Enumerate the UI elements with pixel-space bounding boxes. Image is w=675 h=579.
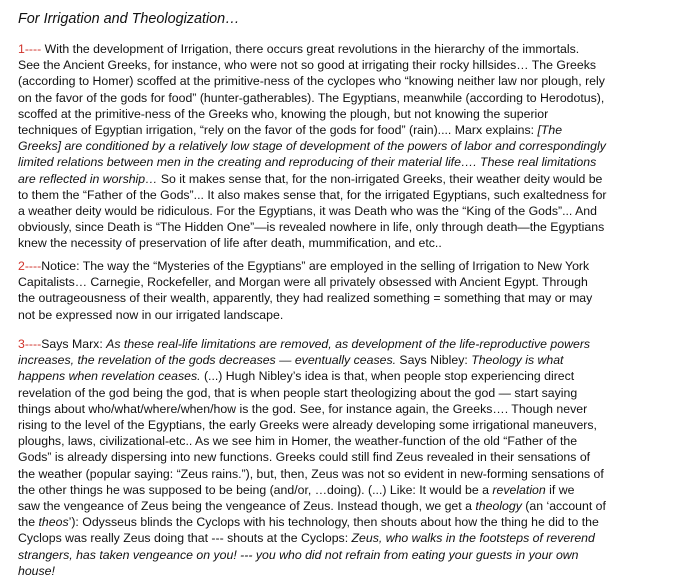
paragraph-number: 1---- — [18, 42, 42, 56]
paragraph-line — [18, 385, 675, 401]
text-run: if we — [545, 482, 575, 497]
paragraph-line — [18, 498, 675, 514]
text-run: ploughs, laws, civilizational-etc.. As we see him in Homer, the weather-function of the old “Father of the — [18, 434, 578, 449]
text-run: Notice: The way the “Mysteries of the Egyptians” are employed in the selling of Irrigation to New York — [41, 259, 590, 273]
text-run: See the Ancient Greeks, for instance, who were not so good at irrigating their rocky hillsides… The Greeks — [18, 58, 597, 73]
paragraph-line — [18, 352, 675, 368]
paragraph-line — [18, 274, 675, 290]
italic-text: Greeks] are conditioned by a relatively low stage of development of the powers of labor and correspondingly — [18, 139, 606, 154]
paragraph-line — [18, 219, 675, 235]
text-run: knew the necessity of preservation of life after death, mummification, and etc.. — [18, 236, 442, 251]
paragraph-2 — [18, 258, 675, 323]
document-title: For Irrigation and Theologization… — [18, 11, 240, 27]
paragraph-line — [18, 466, 675, 482]
paragraph-line — [18, 307, 675, 323]
text-run: not be expressed now in our irrigated landscape. — [18, 307, 284, 322]
text-run: techniques of Egyptian irrigation, “rely on the favor of the gods for food” (rain).... Marx explains: — [18, 123, 538, 138]
italic-text: Theology is what — [471, 353, 564, 368]
text-run: to them the “Father of the Gods”... It also makes sense that, for the irrigated Egyptians, such exaltedness for — [18, 187, 607, 202]
text-run: (according to Homer) scoffed at the primitive-ness of the cyclopes who “knowing neither law nor plough, rely — [18, 74, 605, 89]
italic-text: Zeus, who walks in the footsteps of reverend — [351, 531, 595, 546]
italic-text: increases, the revelation of the gods decreases — eventually ceases. — [18, 353, 397, 368]
text-run: With the development of Irrigation, there occurs great revolutions in the hierarchy of the immortals. — [41, 42, 580, 56]
paragraph-line — [18, 235, 675, 251]
italic-text: strangers, has taken vengeance on you! --- you who did not refrain from eating your guests in your own — [18, 547, 579, 562]
text-run: the weather (popular saying: “Zeus rains.”), but, then, Zeus was not so evident in new-forming sensations of — [18, 466, 604, 481]
text-run: on the favor of the gods for food” (hunter-gatherables). The Egyptians, meanwhile (according to Herodotus), — [18, 90, 605, 105]
text-run: Gods” is already dispersing into new functions. Greeks could still find Zeus revealed in their sensations of — [18, 450, 591, 465]
paragraph-line — [18, 258, 675, 274]
text-run: a weather deity would be ridiculous. For the Egyptians, it was Death who was the “King of the Gods”... And — [18, 204, 597, 219]
italic-text: house! — [18, 563, 55, 578]
italic-text: revelation — [492, 482, 546, 497]
text-run: the — [18, 515, 39, 530]
paragraph-line — [18, 57, 675, 73]
paragraph-line — [18, 138, 675, 154]
paragraph-line — [18, 154, 675, 170]
text-run: the outrageousness of their wealth, apparently, they had realized something = something that may or may — [18, 291, 593, 306]
text-run: revelation of the god being the god, that is when people start theologizing about the god — start saying — [18, 385, 578, 400]
paragraph-line — [18, 106, 675, 122]
paragraph-line — [18, 482, 675, 498]
paragraph-line — [18, 514, 675, 530]
paragraph-line — [18, 171, 675, 187]
paragraph-line — [18, 290, 675, 306]
text-run: saw the vengeance of Zeus being the vengeance of Zeus. Instead though, we get a — [18, 499, 476, 514]
text-run: obviously, since Death is “The Hidden One”—is revealed nowhere in life, only through death—the Egyptians — [18, 220, 605, 235]
italic-text: [The — [537, 123, 563, 138]
paragraph-line — [18, 90, 675, 106]
text-run: (...) Hugh Nibley’s idea is that, when people stop experiencing direct — [200, 369, 575, 384]
paragraph-line — [18, 41, 675, 57]
paragraph-line — [18, 368, 675, 384]
paragraph-number: 3---- — [18, 337, 42, 351]
paragraph-line — [18, 563, 675, 579]
italic-text: happens when revelation ceases. — [18, 369, 201, 384]
paragraph-line — [18, 401, 675, 417]
paragraph-line — [18, 203, 675, 219]
paragraph-1 — [18, 41, 675, 252]
text-run: Cyclops was really Zeus doing that --- shouts at the Cyclops: — [18, 531, 352, 546]
text-run: Capitalists… Carnegie, Rockefeller, and Morgan were all privately obsessed with Ancient Egypt. Through — [18, 275, 588, 290]
text-run: Says Marx: — [41, 337, 107, 351]
paragraph-number: 2---- — [18, 259, 42, 273]
text-run: So it makes sense that, for the non-irrigated Greeks, their weather deity would be — [157, 171, 603, 186]
text-run: things about who/what/where/when/how is the god. See, for instance again, the Greeks…. Though never — [18, 401, 588, 416]
paragraph-line — [18, 449, 675, 465]
text-run: (an ‘account of — [521, 499, 606, 514]
paragraph-line — [18, 547, 675, 563]
paragraph-line — [18, 417, 675, 433]
text-run: ’): Odysseus blinds the Cyclops with his technology, then shouts about how the thing he did to the — [68, 515, 599, 530]
paragraph-line — [18, 530, 675, 546]
italic-text: limited relations between men in the creating and reproducing of their material life…. These real limitations — [18, 155, 597, 170]
italic-text: As these real-life limitations are removed, as development of the life-reproductive powers — [106, 337, 591, 351]
italic-text: theology — [475, 499, 522, 514]
text-run: rising to the level of the Egyptians, the early Greeks were already developing some irrigational maneuvers, — [18, 418, 597, 433]
text-run: the other things he was supposed to be being (and/or, …doing). (...) Like: It would be a — [18, 482, 493, 497]
paragraph-line — [18, 336, 675, 352]
text-run: Says Nibley: — [396, 353, 472, 368]
paragraph-line — [18, 73, 675, 89]
italic-text: are reflected in worship… — [18, 171, 158, 186]
italic-text: theos — [38, 515, 69, 530]
paragraph-line — [18, 122, 675, 138]
paragraph-3 — [18, 336, 675, 579]
text-run: scoffed at the primitive-ness of the Greeks who, knowing the plough, but not knowing the superior — [18, 106, 549, 121]
paragraph-line — [18, 433, 675, 449]
paragraph-line — [18, 187, 675, 203]
